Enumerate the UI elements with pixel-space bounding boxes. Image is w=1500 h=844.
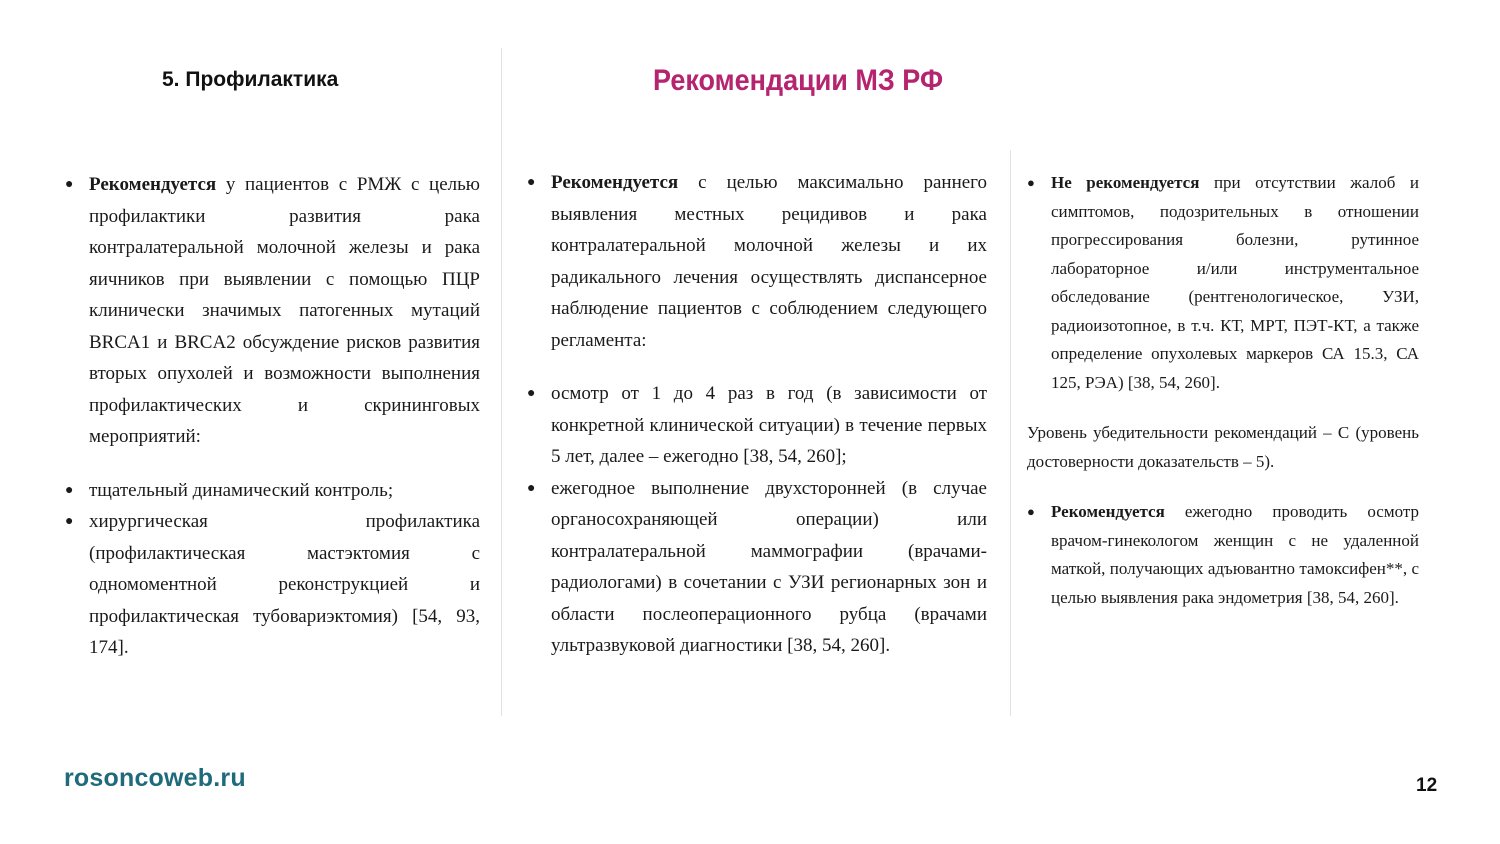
list-item-text: у пациентов с РМЖ с целью профилактики развития рака контралатеральной молочной железы и рака яичников при выявлении с помощью ПЦР клинически значимых патогенных мутаций BRCA1 и BRCA2 обсуждение рисков развития вторых опухолей и возможности выполнения профилактических и скрининговых мероприятий: (89, 174, 480, 447)
bullet-icon: ● (1027, 175, 1035, 190)
list-item-text: осмотр от 1 до 4 раз в год (в зависимости от конкретной клинической ситуации) в течение первых 5 лет, далее – ежегодно [38, 54, 260]; (551, 383, 987, 467)
bullet-icon: ● (65, 482, 74, 498)
list-item-text: при отсутствии жалоб и симптомов, подозрительных в отношении прогрессирования болезни, рутинное лабораторное и/или инструментальное обследование (рентгенологическое, УЗИ, радиоизотопное, в т.ч. КТ, МРТ, ПЭТ-КТ, а также определение опухолевых маркеров СА 15.3, СА 125, РЭА) [38, 54, 260]. (1051, 173, 1420, 392)
bullet-icon: ● (1027, 504, 1035, 519)
section-heading: 5. Профилактика (162, 68, 339, 91)
list-item-text: тщательный динамический контроль; (89, 479, 394, 501)
list-item-text: хирургическая профилактика (профилактическая мастэктомия с одномоментной реконструкцией и профилактическая тубовариэктомия) [54, 93, 174]. (89, 511, 480, 658)
list-item (527, 378, 987, 473)
bullet-icon: ● (65, 177, 74, 192)
site-logo[interactable]: rosoncoweb.ru (64, 764, 246, 792)
list-item (65, 506, 480, 664)
recommendation-keyword: Рекомендуется (551, 172, 679, 193)
bullet-icon: ● (527, 480, 536, 496)
list-item-text: ежегодно проводить осмотр врачом-гинекологом женщин с не удаленной маткой, получающих адъювантно тамоксифен**, с целью выявления рака эндометрия [38, 54, 260]. (1051, 502, 1419, 607)
page-number: 12 (1416, 775, 1438, 796)
bullet-icon: ● (527, 175, 536, 190)
list-item (65, 475, 480, 507)
list-item (1027, 169, 1419, 397)
middle-column (527, 167, 987, 662)
left-column (65, 169, 480, 664)
column-divider-right (1010, 150, 1011, 716)
list-item (65, 169, 480, 453)
column-divider-left (501, 48, 502, 716)
recommendation-level: Уровень убедительности рекомендаций – С (уровень достоверности доказательств – 5). (1027, 423, 1419, 471)
list-item-text: ежегодное выполнение двухсторонней (в случае органосохраняющей операции) или контралатеральной маммографии (врачами-радиологами) в сочетании с УЗИ регионарных зон и области послеоперационного рубца (врачами ультразвуковой диагностики [38, 54, 260]. (551, 477, 987, 656)
bullet-icon: ● (65, 514, 74, 529)
right-column (1027, 169, 1419, 612)
recommendation-keyword: Рекомендуется (89, 174, 217, 195)
recommendation-keyword: Рекомендуется (1051, 502, 1165, 521)
list-item (1027, 498, 1419, 612)
bullet-icon: ● (527, 386, 536, 401)
slide-title: Рекомендации МЗ РФ (653, 64, 944, 97)
recommendation-keyword: Не рекомендуется (1051, 173, 1200, 192)
list-item (527, 473, 987, 662)
list-item-text: с целью максимально раннего выявления местных рецидивов и рака контралатеральной молочной железы и их радикального лечения осуществлять диспансерное наблюдение пациентов с соблюдением следующего регламента: (551, 172, 987, 351)
list-item (527, 167, 987, 356)
